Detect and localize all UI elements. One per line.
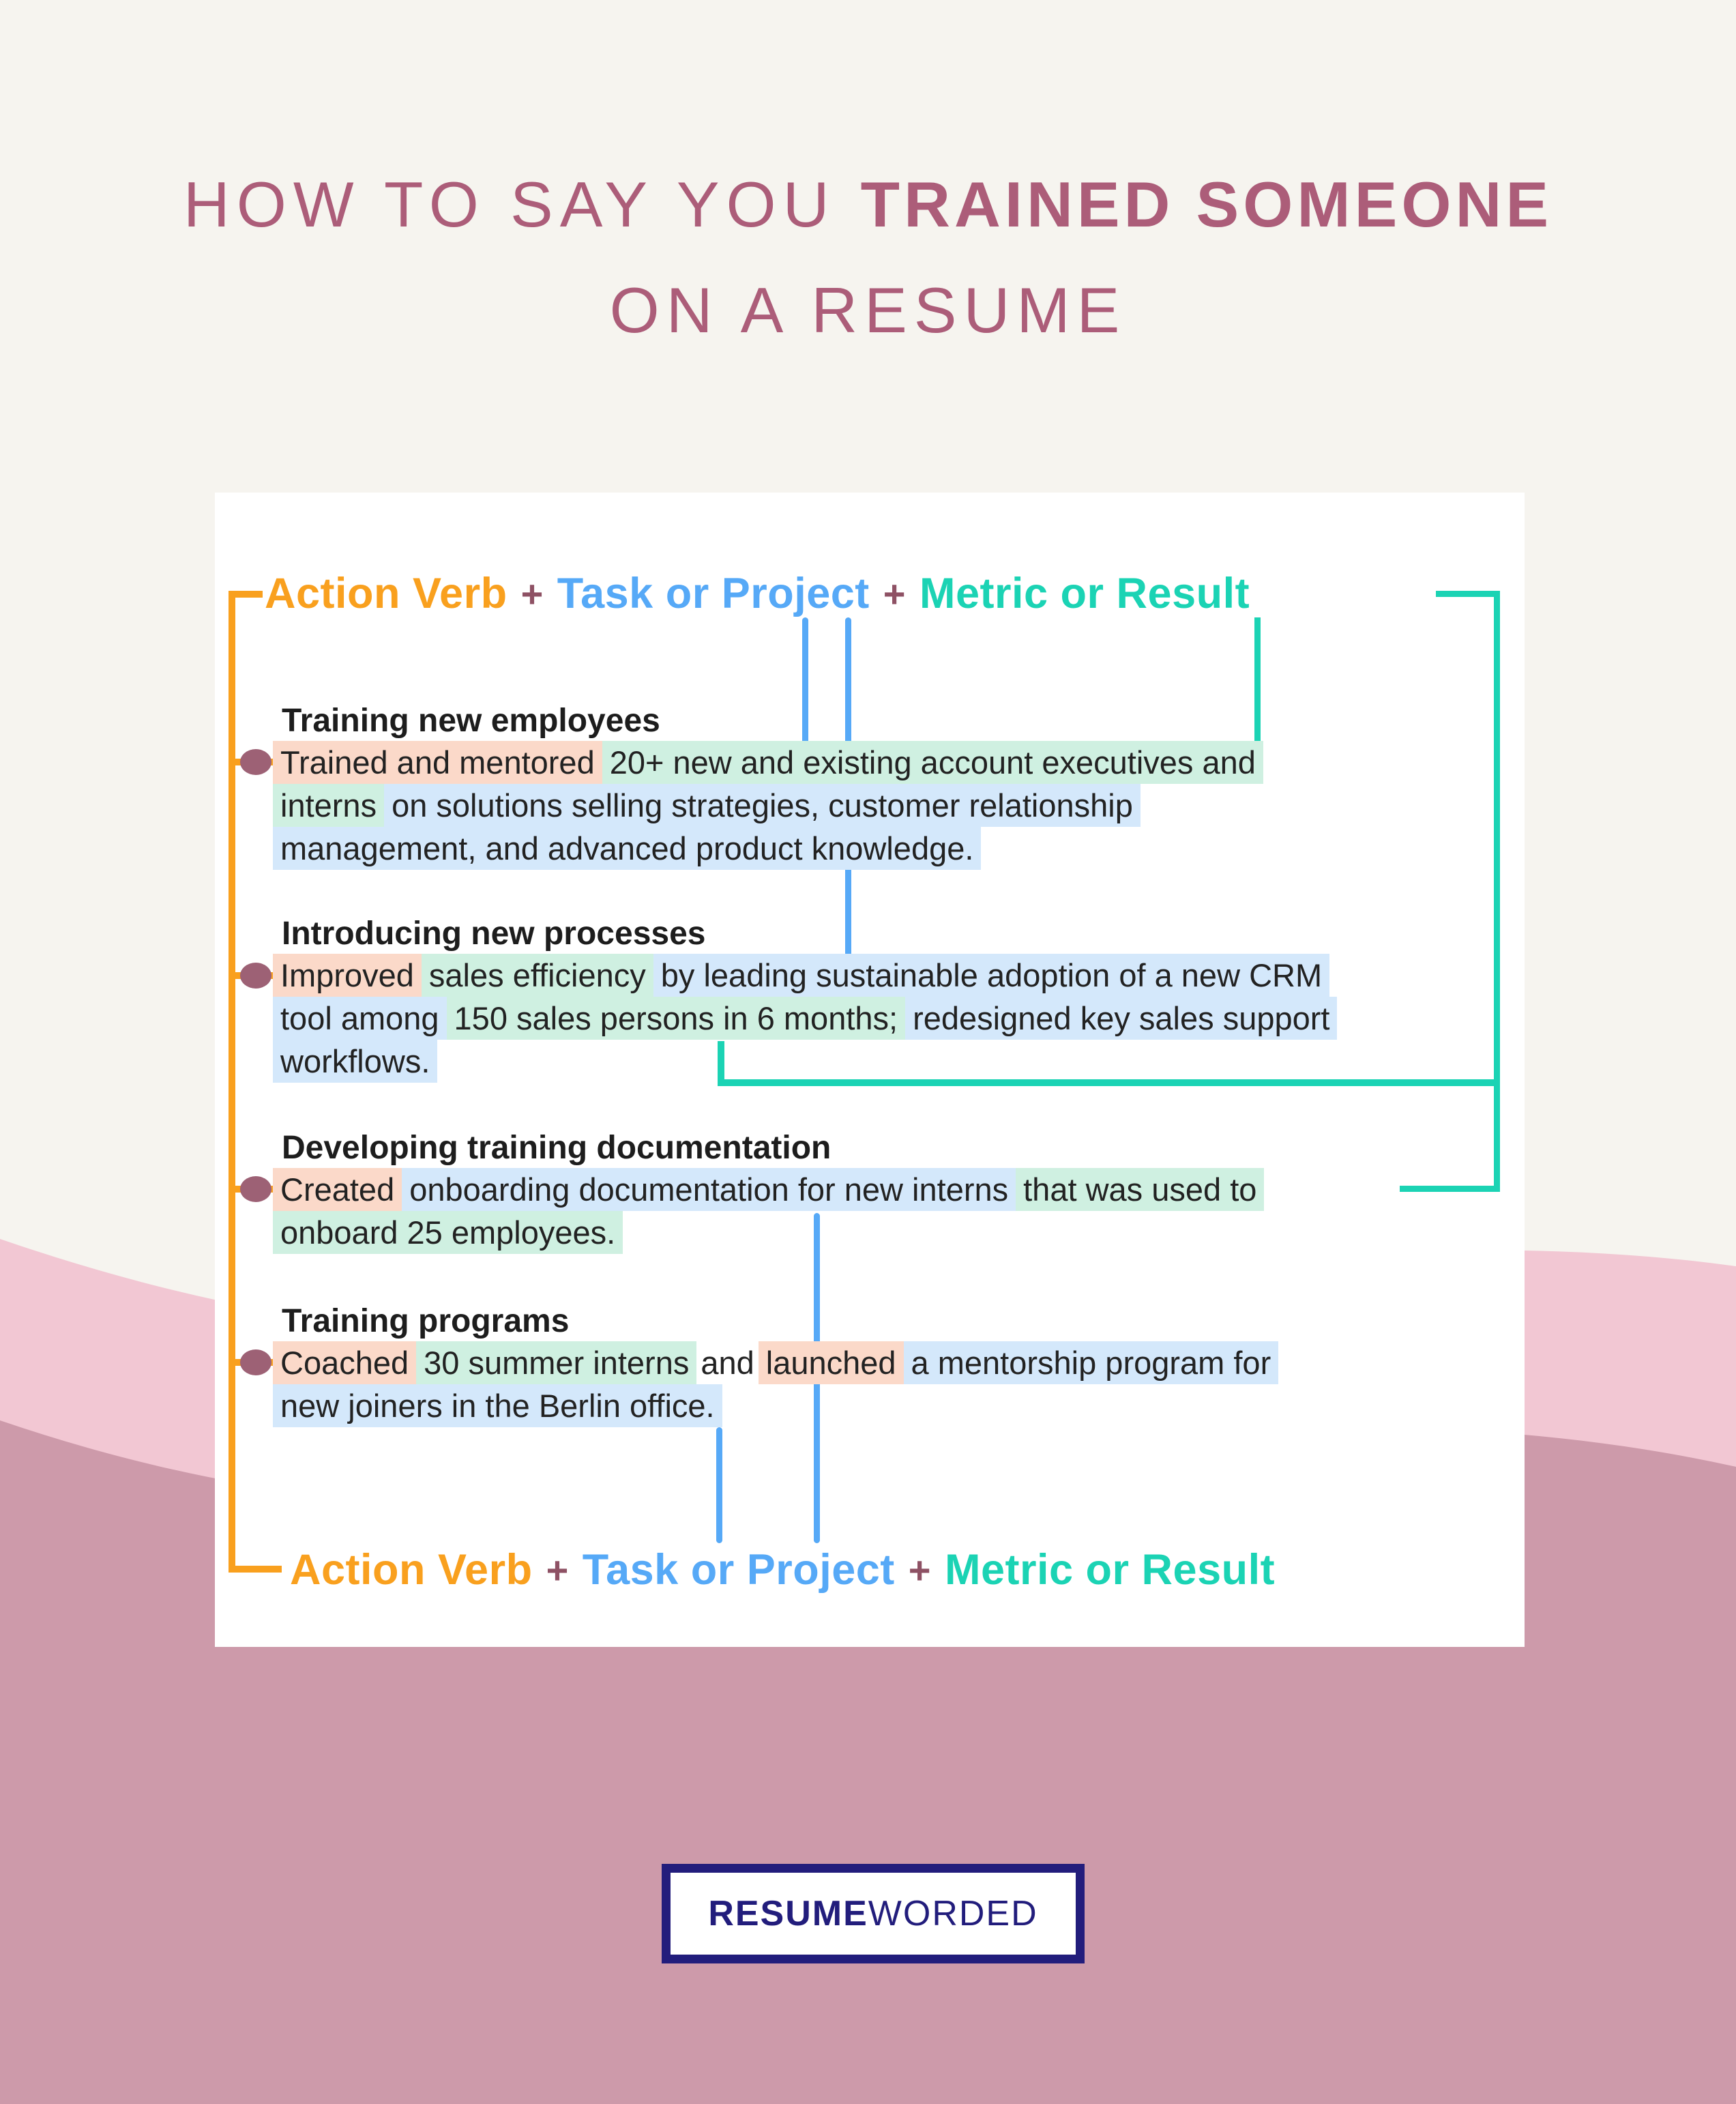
highlight-segment-blue: tool among — [273, 997, 447, 1040]
highlight-segment-mint: onboard 25 employees. — [273, 1211, 623, 1254]
bullet-line — [273, 741, 1263, 784]
highlight-segment-pink: Trained and mentored — [273, 741, 602, 784]
logo-brand-regular: WORDED — [868, 1894, 1038, 1933]
connector-task-line-d — [716, 1427, 722, 1543]
section-training-new-employees — [273, 701, 1263, 870]
highlight-segment-pink: launched — [759, 1341, 904, 1384]
bullet-dot-2 — [240, 963, 271, 989]
highlight-segment-blue: onboarding documentation for new interns — [402, 1168, 1016, 1211]
highlight-segment-mint: sales efficiency — [422, 954, 653, 997]
bullet-dot-4 — [240, 1349, 271, 1375]
formula-metric-or-result: Metric or Result — [945, 1546, 1276, 1594]
title-emphasis: TRAINED SOMEONE — [860, 169, 1553, 240]
highlight-segment-mint: interns — [273, 784, 384, 827]
connector-orange-bottom-tick — [229, 1566, 282, 1573]
section-heading: Developing training documentation — [282, 1130, 832, 1166]
highlight-segment-blue: by leading sustainable adoption of a new CRM — [653, 954, 1329, 997]
title-line2: ON A RESUME — [609, 274, 1127, 346]
plus-sign: + — [883, 572, 906, 615]
bullet-line — [273, 954, 1337, 997]
highlight-segment-mint: 20+ new and existing account executives and — [602, 741, 1263, 784]
title-prefix: HOW TO SAY YOU — [183, 169, 861, 240]
plus-sign: + — [908, 1548, 931, 1592]
highlight-segment-blue: new joiners in the Berlin office. — [273, 1384, 722, 1427]
plain-segment: and — [701, 1345, 754, 1381]
section-introducing-new-processes — [273, 914, 1337, 1083]
section-heading: Training programs — [282, 1303, 570, 1339]
bullet-line — [273, 1341, 1278, 1384]
title-line1 — [0, 164, 1736, 246]
connector-orange-top-tick — [229, 591, 263, 598]
highlight-segment-mint: that was used to — [1016, 1168, 1264, 1211]
connector-metric-elbow-section3 — [1400, 1186, 1500, 1192]
highlight-segment-mint: 30 summer interns — [416, 1341, 696, 1384]
plus-sign: + — [546, 1548, 569, 1592]
bullet-line — [273, 1384, 1278, 1427]
bullet-line — [273, 1040, 1337, 1083]
section-heading: Training new employees — [282, 703, 660, 739]
connector-metric-right-vertical — [1494, 591, 1500, 1192]
resume-worded-logo — [662, 1864, 1085, 1963]
highlight-segment-blue: workflows. — [273, 1040, 437, 1083]
formula-metric-or-result: Metric or Result — [920, 570, 1250, 617]
connector-orange-vertical — [229, 591, 235, 1573]
plus-sign: + — [520, 572, 544, 615]
highlight-segment-blue: management, and advanced product knowledge. — [273, 827, 981, 870]
highlight-segment-pink: Improved — [273, 954, 422, 997]
formula-action-verb: Action Verb — [265, 570, 507, 617]
formula-task-or-project: Task or Project — [557, 570, 870, 617]
bullet-dot-3 — [240, 1176, 271, 1202]
highlight-segment-pink: Coached — [273, 1341, 416, 1384]
page-title — [0, 164, 1736, 346]
formula-action-verb: Action Verb — [290, 1546, 533, 1594]
bullet-line — [273, 784, 1263, 827]
highlight-segment-pink: Created — [273, 1168, 402, 1211]
highlight-segment-blue: redesigned key sales support — [905, 997, 1337, 1040]
formula-task-or-project: Task or Project — [582, 1546, 895, 1594]
section-heading: Introducing new processes — [282, 916, 706, 952]
highlight-segment-mint: 150 sales persons in 6 months; — [447, 997, 906, 1040]
connector-metric-top-tick — [1436, 591, 1500, 597]
section-training-programs — [273, 1302, 1278, 1427]
highlight-segment-blue: on solutions selling strategies, customer relationship — [384, 784, 1141, 827]
highlight-segment-blue: a mentorship program for — [904, 1341, 1279, 1384]
logo-brand-bold: RESUME — [708, 1894, 868, 1933]
section-developing-training-documentation — [273, 1128, 1264, 1254]
bullet-line — [273, 1168, 1264, 1211]
bullet-line — [273, 1211, 1264, 1254]
bullet-dot-1 — [240, 749, 271, 775]
bullet-line — [273, 997, 1337, 1040]
formula-bottom — [290, 1540, 1275, 1599]
formula-top — [265, 564, 1250, 623]
bullet-line — [273, 827, 1263, 870]
